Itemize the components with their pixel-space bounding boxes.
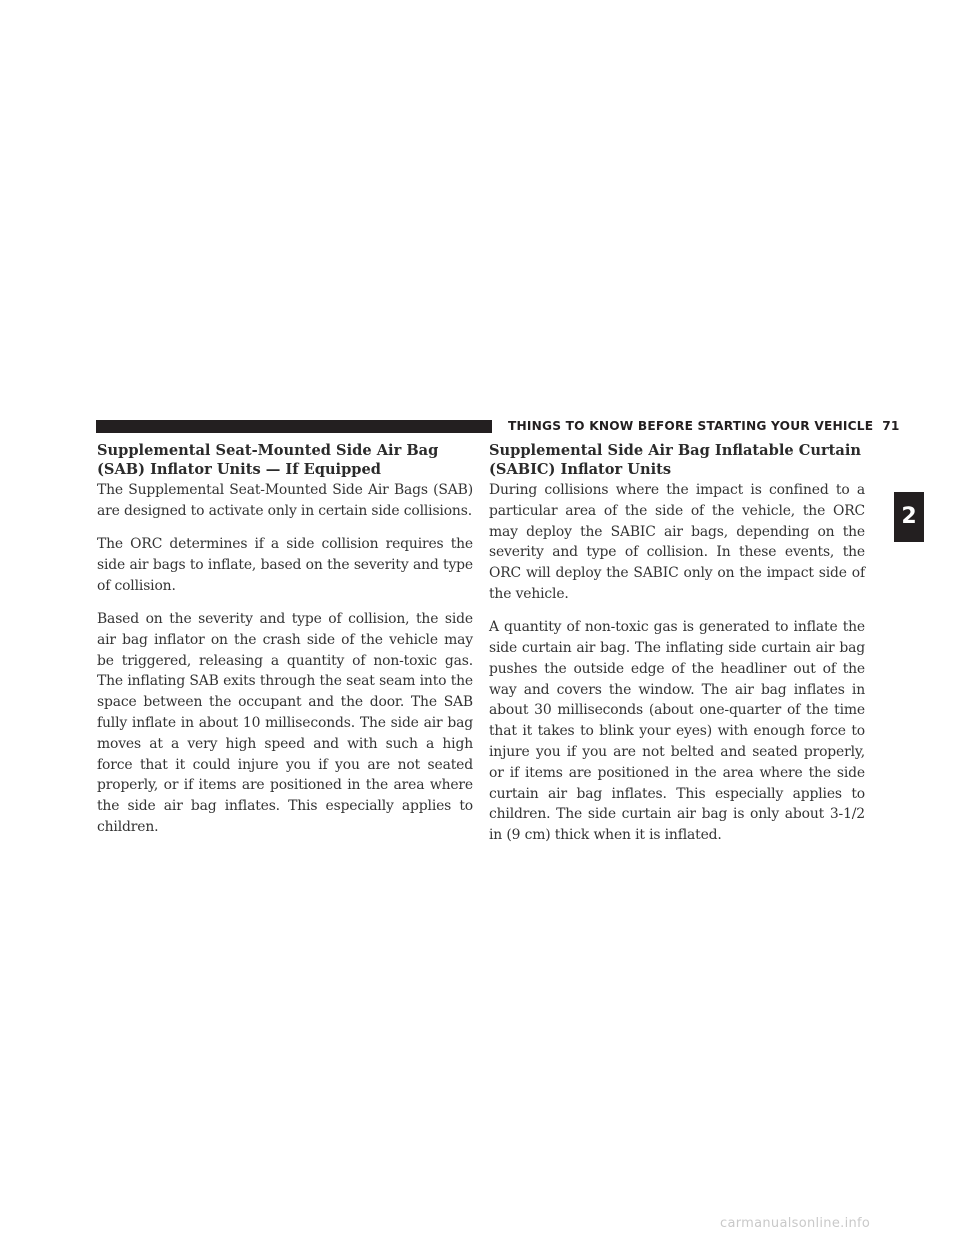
left-paragraph-3: Based on the severity and type of collision, the side air bag inflator on the crash side of the vehicle may be triggered, releasing a quantity of non-toxic gas. The inflating SAB exits through the seat seam into the space between the occupant and the door. The SAB fully inflate in about 10 milliseconds. The side air bag moves at a very high speed and with such a high force that it could injure you if you are not seated properly, or if items are positioned in the area where the side air bag inflates. This especially applies to children. <box>97 610 473 835</box>
left-column <box>97 441 473 838</box>
header-rule <box>96 420 492 433</box>
right-paragraph-1: During collisions where the impact is confined to a particular area of the side of the vehicle, the ORC may deploy the SABIC air bags, depending on the severity and type of collision. In these events, the ORC will deploy the SABIC only on the impact side of the vehicle. <box>489 482 865 602</box>
page-number: 71 <box>882 419 900 433</box>
chapter-tab: 2 <box>894 492 924 542</box>
running-header <box>508 418 900 434</box>
right-column <box>489 441 865 846</box>
left-paragraph-1: The Supplemental Seat-Mounted Side Air Bags (SAB) are designed to activate only in certain side collisions. <box>97 482 473 519</box>
watermark: carmanualsonline.info <box>720 1216 871 1231</box>
right-paragraph-2: A quantity of non-toxic gas is generated to inflate the side curtain air bag. The inflating side curtain air bag pushes the outside edge of the headliner out of the way and covers the window. The air bag inflates in about 30 milliseconds (about one-quarter of the time that it takes to blink your eyes) with enough force to injure you if you are not belted and seated properly, or if items are positioned in the area where the side curtain air bag inflates. This especially applies to children. The side curtain air bag is only about 3-1/2 in (9 cm) thick when it is inflated. <box>489 619 865 844</box>
right-heading: Supplemental Side Air Bag Inflatable Curtain (SABIC) Inflator Units <box>489 442 861 478</box>
section-title: THINGS TO KNOW BEFORE STARTING YOUR VEHICLE <box>508 419 874 433</box>
left-heading: Supplemental Seat-Mounted Side Air Bag (SAB) Inflator Units — If Equipped <box>97 442 439 478</box>
left-paragraph-2: The ORC determines if a side collision requires the side air bags to inflate, based on the severity and type of collision. <box>97 536 473 594</box>
